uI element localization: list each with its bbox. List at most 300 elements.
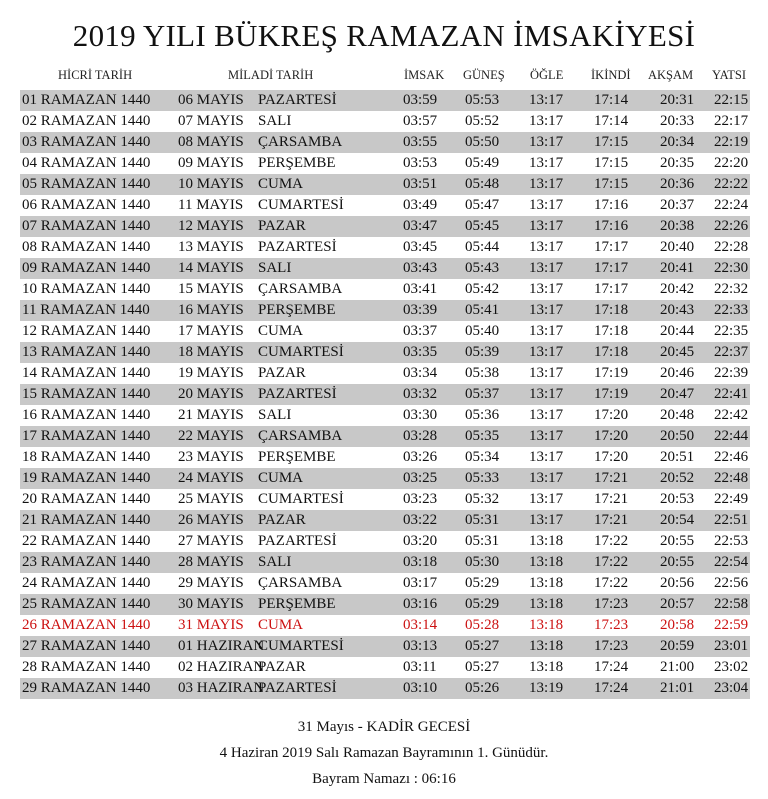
imsak-time-cell: 03:43: [403, 260, 438, 276]
hicri-date-cell: 16 RAMAZAN 1440: [22, 407, 151, 423]
ikindi-time-cell: 17:18: [594, 344, 629, 360]
ogle-time-cell: 13:17: [529, 92, 564, 108]
hicri-date-cell: 19 RAMAZAN 1440: [22, 470, 151, 486]
gregorian-date-cell: 18 MAYIS: [178, 344, 244, 360]
imsak-time-cell: 03:16: [403, 596, 438, 612]
gunes-time-cell: 05:37: [465, 386, 500, 402]
hicri-date-cell: 29 RAMAZAN 1440: [22, 680, 151, 696]
ikindi-time-cell: 17:24: [594, 680, 629, 696]
yatsi-time-cell: 22:35: [714, 323, 749, 339]
weekday-cell: PAZAR: [258, 365, 306, 381]
table-row: [20, 594, 750, 615]
imsak-time-cell: 03:32: [403, 386, 438, 402]
ogle-time-cell: 13:18: [529, 638, 564, 654]
imsak-time-cell: 03:18: [403, 554, 438, 570]
header-yatsi: YATSI: [712, 68, 747, 82]
yatsi-time-cell: 22:49: [714, 491, 749, 507]
hicri-date-cell: 26 RAMAZAN 1440: [22, 617, 151, 633]
hicri-date-cell: 20 RAMAZAN 1440: [22, 491, 151, 507]
yatsi-time-cell: 23:04: [714, 680, 749, 696]
table-row: [20, 489, 750, 510]
yatsi-time-cell: 22:22: [714, 176, 749, 192]
table-row: [20, 342, 750, 363]
ikindi-time-cell: 17:17: [594, 281, 629, 297]
hicri-date-cell: 14 RAMAZAN 1440: [22, 365, 151, 381]
gunes-time-cell: 05:39: [465, 344, 500, 360]
gregorian-date-cell: 30 MAYIS: [178, 596, 244, 612]
imsak-time-cell: 03:41: [403, 281, 438, 297]
gregorian-date-cell: 06 MAYIS: [178, 92, 244, 108]
ikindi-time-cell: 17:15: [594, 176, 629, 192]
table-row: [20, 657, 750, 678]
hicri-date-cell: 25 RAMAZAN 1440: [22, 596, 151, 612]
ikindi-time-cell: 17:15: [594, 134, 629, 150]
imsak-time-cell: 03:30: [403, 407, 438, 423]
yatsi-time-cell: 22:20: [714, 155, 749, 171]
ogle-time-cell: 13:17: [529, 134, 564, 150]
aksam-time-cell: 20:56: [660, 575, 695, 591]
hicri-date-cell: 12 RAMAZAN 1440: [22, 323, 151, 339]
gregorian-date-cell: 31 MAYIS: [178, 617, 244, 633]
imsak-time-cell: 03:59: [403, 92, 438, 108]
weekday-cell: ÇARSAMBA: [258, 134, 343, 150]
imsak-time-cell: 03:28: [403, 428, 438, 444]
imsak-time-cell: 03:11: [403, 659, 437, 675]
ikindi-time-cell: 17:23: [594, 617, 629, 633]
yatsi-time-cell: 22:46: [714, 449, 749, 465]
imsak-time-cell: 03:57: [403, 113, 438, 129]
gunes-time-cell: 05:40: [465, 323, 500, 339]
yatsi-time-cell: 22:54: [714, 554, 749, 570]
gunes-time-cell: 05:27: [465, 638, 500, 654]
gunes-time-cell: 05:53: [465, 92, 500, 108]
gunes-time-cell: 05:32: [465, 491, 500, 507]
imsak-time-cell: 03:20: [403, 533, 438, 549]
ogle-time-cell: 13:17: [529, 260, 564, 276]
gregorian-date-cell: 19 MAYIS: [178, 365, 244, 381]
table-row: [20, 174, 750, 195]
yatsi-time-cell: 22:15: [714, 92, 749, 108]
hicri-date-cell: 27 RAMAZAN 1440: [22, 638, 151, 654]
gunes-time-cell: 05:31: [465, 512, 500, 528]
ikindi-time-cell: 17:19: [594, 365, 629, 381]
ogle-time-cell: 13:18: [529, 554, 564, 570]
imsak-time-cell: 03:26: [403, 449, 438, 465]
ogle-time-cell: 13:18: [529, 596, 564, 612]
ogle-time-cell: 13:17: [529, 218, 564, 234]
ogle-time-cell: 13:17: [529, 512, 564, 528]
gunes-time-cell: 05:44: [465, 239, 500, 255]
yatsi-time-cell: 22:53: [714, 533, 749, 549]
weekday-cell: SALI: [258, 407, 292, 423]
ogle-time-cell: 13:17: [529, 365, 564, 381]
weekday-cell: PAZAR: [258, 659, 306, 675]
ikindi-time-cell: 17:20: [594, 449, 629, 465]
ikindi-time-cell: 17:21: [594, 470, 629, 486]
gregorian-date-cell: 11 MAYIS: [178, 197, 244, 213]
ogle-time-cell: 13:17: [529, 344, 564, 360]
gregorian-date-cell: 23 MAYIS: [178, 449, 244, 465]
weekday-cell: PAZARTESİ: [258, 239, 337, 255]
gunes-time-cell: 05:34: [465, 449, 500, 465]
weekday-cell: CUMA: [258, 617, 304, 633]
gunes-time-cell: 05:47: [465, 197, 500, 213]
header-ikindi: İKİNDİ: [591, 68, 631, 82]
gunes-time-cell: 05:52: [465, 113, 500, 129]
weekday-cell: PAZARTESİ: [258, 92, 337, 108]
gunes-time-cell: 05:26: [465, 680, 500, 696]
gregorian-date-cell: 28 MAYIS: [178, 554, 244, 570]
ogle-time-cell: 13:17: [529, 155, 564, 171]
table-row: [20, 405, 750, 426]
weekday-cell: CUMA: [258, 323, 304, 339]
yatsi-time-cell: 22:44: [714, 428, 749, 444]
ikindi-time-cell: 17:17: [594, 260, 629, 276]
aksam-time-cell: 20:42: [660, 281, 695, 297]
aksam-time-cell: 21:00: [660, 659, 695, 675]
ikindi-time-cell: 17:17: [594, 239, 629, 255]
ogle-time-cell: 13:17: [529, 323, 564, 339]
aksam-time-cell: 20:41: [660, 260, 695, 276]
gunes-time-cell: 05:31: [465, 533, 500, 549]
table-row: [20, 510, 750, 531]
header-imsak: İMSAK: [404, 68, 445, 82]
aksam-time-cell: 20:38: [660, 218, 695, 234]
aksam-time-cell: 20:59: [660, 638, 695, 654]
hicri-date-cell: 01 RAMAZAN 1440: [22, 92, 151, 108]
ikindi-time-cell: 17:14: [594, 113, 629, 129]
table-row: [20, 111, 750, 132]
header-aksam: AKŞAM: [648, 68, 694, 82]
table-row: [20, 468, 750, 489]
yatsi-time-cell: 22:24: [714, 197, 749, 213]
gunes-time-cell: 05:38: [465, 365, 500, 381]
gregorian-date-cell: 14 MAYIS: [178, 260, 244, 276]
ikindi-time-cell: 17:20: [594, 428, 629, 444]
hicri-date-cell: 13 RAMAZAN 1440: [22, 344, 151, 360]
footer-bayram-date: 4 Haziran 2019 Salı Ramazan Bayramının 1. Günüdür.: [219, 745, 549, 761]
hicri-date-cell: 10 RAMAZAN 1440: [22, 281, 151, 297]
ogle-time-cell: 13:18: [529, 533, 564, 549]
gregorian-date-cell: 01 HAZIRAN: [178, 638, 265, 654]
aksam-time-cell: 20:48: [660, 407, 695, 423]
aksam-time-cell: 20:46: [660, 365, 695, 381]
table-row: [20, 258, 750, 279]
footer-bayram-namazi: Bayram Namazı : 06:16: [312, 771, 456, 787]
gunes-time-cell: 05:41: [465, 302, 500, 318]
yatsi-time-cell: 22:42: [714, 407, 749, 423]
gregorian-date-cell: 17 MAYIS: [178, 323, 244, 339]
aksam-time-cell: 20:55: [660, 554, 695, 570]
aksam-time-cell: 20:45: [660, 344, 695, 360]
ogle-time-cell: 13:17: [529, 176, 564, 192]
weekday-cell: PAZAR: [258, 218, 306, 234]
imsak-time-cell: 03:37: [403, 323, 438, 339]
yatsi-time-cell: 22:51: [714, 512, 749, 528]
ogle-time-cell: 13:17: [529, 386, 564, 402]
imsak-time-cell: 03:10: [403, 680, 438, 696]
table-row: [20, 531, 750, 552]
weekday-cell: ÇARSAMBA: [258, 575, 343, 591]
gregorian-date-cell: 15 MAYIS: [178, 281, 244, 297]
weekday-cell: CUMA: [258, 470, 304, 486]
ogle-time-cell: 13:17: [529, 407, 564, 423]
weekday-cell: ÇARSAMBA: [258, 281, 343, 297]
aksam-time-cell: 20:58: [660, 617, 695, 633]
header-miladi: MİLADİ TARİH: [228, 68, 314, 82]
yatsi-time-cell: 23:02: [714, 659, 749, 675]
hicri-date-cell: 08 RAMAZAN 1440: [22, 239, 151, 255]
gunes-time-cell: 05:35: [465, 428, 500, 444]
weekday-cell: PERŞEMBE: [258, 596, 336, 612]
ogle-time-cell: 13:17: [529, 470, 564, 486]
hicri-date-cell: 07 RAMAZAN 1440: [22, 218, 151, 234]
hicri-date-cell: 03 RAMAZAN 1440: [22, 134, 151, 150]
hicri-date-cell: 15 RAMAZAN 1440: [22, 386, 151, 402]
imsak-time-cell: 03:53: [403, 155, 438, 171]
weekday-cell: SALI: [258, 113, 292, 129]
gunes-time-cell: 05:48: [465, 176, 500, 192]
gregorian-date-cell: 25 MAYIS: [178, 491, 244, 507]
footer-kadir-gecesi: 31 Mayıs - KADİR GECESİ: [297, 719, 471, 735]
header-gunes: GÜNEŞ: [463, 68, 505, 82]
weekday-cell: SALI: [258, 260, 292, 276]
aksam-time-cell: 20:54: [660, 512, 695, 528]
ogle-time-cell: 13:17: [529, 281, 564, 297]
gregorian-date-cell: 26 MAYIS: [178, 512, 244, 528]
yatsi-time-cell: 22:56: [714, 575, 749, 591]
aksam-time-cell: 20:31: [660, 92, 695, 108]
weekday-cell: CUMARTESİ: [258, 197, 344, 213]
table-row: [20, 615, 750, 636]
yatsi-time-cell: 22:26: [714, 218, 749, 234]
gunes-time-cell: 05:43: [465, 260, 500, 276]
gunes-time-cell: 05:28: [465, 617, 500, 633]
imsak-time-cell: 03:45: [403, 239, 438, 255]
table-row: [20, 279, 750, 300]
aksam-time-cell: 21:01: [660, 680, 695, 696]
yatsi-time-cell: 22:33: [714, 302, 749, 318]
ikindi-time-cell: 17:16: [594, 197, 629, 213]
imsak-time-cell: 03:14: [403, 617, 438, 633]
weekday-cell: PERŞEMBE: [258, 302, 336, 318]
aksam-time-cell: 20:40: [660, 239, 695, 255]
ogle-time-cell: 13:17: [529, 428, 564, 444]
imsak-time-cell: 03:39: [403, 302, 438, 318]
gregorian-date-cell: 07 MAYIS: [178, 113, 244, 129]
ikindi-time-cell: 17:23: [594, 596, 629, 612]
table-row: [20, 300, 750, 321]
table-row: [20, 573, 750, 594]
table-row: [20, 216, 750, 237]
aksam-time-cell: 20:33: [660, 113, 695, 129]
imsak-time-cell: 03:47: [403, 218, 438, 234]
table-row: [20, 237, 750, 258]
gunes-time-cell: 05:29: [465, 575, 500, 591]
gunes-time-cell: 05:42: [465, 281, 500, 297]
gregorian-date-cell: 12 MAYIS: [178, 218, 244, 234]
weekday-cell: CUMA: [258, 176, 304, 192]
ikindi-time-cell: 17:22: [594, 554, 629, 570]
yatsi-time-cell: 22:39: [714, 365, 749, 381]
hicri-date-cell: 24 RAMAZAN 1440: [22, 575, 151, 591]
aksam-time-cell: 20:34: [660, 134, 695, 150]
table-row: [20, 426, 750, 447]
imsak-time-cell: 03:49: [403, 197, 438, 213]
yatsi-time-cell: 23:01: [714, 638, 749, 654]
hicri-date-cell: 17 RAMAZAN 1440: [22, 428, 151, 444]
hicri-date-cell: 09 RAMAZAN 1440: [22, 260, 151, 276]
gunes-time-cell: 05:33: [465, 470, 500, 486]
aksam-time-cell: 20:55: [660, 533, 695, 549]
gregorian-date-cell: 24 MAYIS: [178, 470, 244, 486]
table-row: [20, 636, 750, 657]
yatsi-time-cell: 22:28: [714, 239, 749, 255]
ikindi-time-cell: 17:24: [594, 659, 629, 675]
hicri-date-cell: 21 RAMAZAN 1440: [22, 512, 151, 528]
weekday-cell: PAZARTESİ: [258, 533, 337, 549]
gregorian-date-cell: 16 MAYIS: [178, 302, 244, 318]
ogle-time-cell: 13:17: [529, 113, 564, 129]
aksam-time-cell: 20:47: [660, 386, 695, 402]
yatsi-time-cell: 22:48: [714, 470, 749, 486]
imsak-time-cell: 03:23: [403, 491, 438, 507]
aksam-time-cell: 20:36: [660, 176, 695, 192]
yatsi-time-cell: 22:58: [714, 596, 749, 612]
ogle-time-cell: 13:17: [529, 302, 564, 318]
aksam-time-cell: 20:35: [660, 155, 695, 171]
yatsi-time-cell: 22:19: [714, 134, 749, 150]
hicri-date-cell: 06 RAMAZAN 1440: [22, 197, 151, 213]
ikindi-time-cell: 17:18: [594, 302, 629, 318]
gunes-time-cell: 05:49: [465, 155, 500, 171]
ogle-time-cell: 13:17: [529, 239, 564, 255]
imsak-time-cell: 03:13: [403, 638, 438, 654]
imsak-time-cell: 03:55: [403, 134, 438, 150]
aksam-time-cell: 20:43: [660, 302, 695, 318]
aksam-time-cell: 20:51: [660, 449, 695, 465]
yatsi-time-cell: 22:30: [714, 260, 749, 276]
hicri-date-cell: 23 RAMAZAN 1440: [22, 554, 151, 570]
hicri-date-cell: 02 RAMAZAN 1440: [22, 113, 151, 129]
weekday-cell: PAZARTESİ: [258, 386, 337, 402]
gregorian-date-cell: 27 MAYIS: [178, 533, 244, 549]
weekday-cell: PERŞEMBE: [258, 155, 336, 171]
imsak-time-cell: 03:51: [403, 176, 438, 192]
ikindi-time-cell: 17:21: [594, 491, 629, 507]
header-ogle: ÖĞLE: [530, 68, 564, 82]
gregorian-date-cell: 13 MAYIS: [178, 239, 244, 255]
yatsi-time-cell: 22:32: [714, 281, 749, 297]
ogle-time-cell: 13:18: [529, 575, 564, 591]
yatsi-time-cell: 22:59: [714, 617, 749, 633]
table-row: [20, 153, 750, 174]
gregorian-date-cell: 09 MAYIS: [178, 155, 244, 171]
hicri-date-cell: 04 RAMAZAN 1440: [22, 155, 151, 171]
hicri-date-cell: 05 RAMAZAN 1440: [22, 176, 151, 192]
header-hicri: HİCRİ TARİH: [58, 68, 133, 82]
imsak-time-cell: 03:35: [403, 344, 438, 360]
weekday-cell: CUMARTESİ: [258, 344, 344, 360]
yatsi-time-cell: 22:17: [714, 113, 749, 129]
table-header: [0, 68, 768, 84]
hicri-date-cell: 18 RAMAZAN 1440: [22, 449, 151, 465]
gregorian-date-cell: 02 HAZIRAN: [178, 659, 265, 675]
ikindi-time-cell: 17:23: [594, 638, 629, 654]
prayer-times-table: [20, 90, 750, 699]
ikindi-time-cell: 17:15: [594, 155, 629, 171]
gregorian-date-cell: 20 MAYIS: [178, 386, 244, 402]
yatsi-time-cell: 22:37: [714, 344, 749, 360]
ikindi-time-cell: 17:18: [594, 323, 629, 339]
table-row: [20, 678, 750, 699]
imsak-time-cell: 03:34: [403, 365, 438, 381]
gregorian-date-cell: 29 MAYIS: [178, 575, 244, 591]
gregorian-date-cell: 08 MAYIS: [178, 134, 244, 150]
ikindi-time-cell: 17:19: [594, 386, 629, 402]
gregorian-date-cell: 10 MAYIS: [178, 176, 244, 192]
weekday-cell: SALI: [258, 554, 292, 570]
page-title: 2019 YILI BÜKREŞ RAMAZAN İMSAKİYESİ: [72, 18, 696, 53]
ikindi-time-cell: 17:21: [594, 512, 629, 528]
imsak-time-cell: 03:17: [403, 575, 438, 591]
ogle-time-cell: 13:17: [529, 197, 564, 213]
ikindi-time-cell: 17:14: [594, 92, 629, 108]
ogle-time-cell: 13:18: [529, 617, 564, 633]
yatsi-time-cell: 22:41: [714, 386, 749, 402]
gregorian-date-cell: 21 MAYIS: [178, 407, 244, 423]
table-row: [20, 195, 750, 216]
table-row: [20, 552, 750, 573]
ikindi-time-cell: 17:20: [594, 407, 629, 423]
weekday-cell: PERŞEMBE: [258, 449, 336, 465]
ikindi-time-cell: 17:22: [594, 575, 629, 591]
gregorian-date-cell: 22 MAYIS: [178, 428, 244, 444]
table-row: [20, 321, 750, 342]
gunes-time-cell: 05:45: [465, 218, 500, 234]
ogle-time-cell: 13:19: [529, 680, 564, 696]
hicri-date-cell: 11 RAMAZAN 1440: [22, 302, 150, 318]
weekday-cell: CUMARTESİ: [258, 638, 344, 654]
aksam-time-cell: 20:50: [660, 428, 695, 444]
ikindi-time-cell: 17:22: [594, 533, 629, 549]
table-row: [20, 90, 750, 111]
gunes-time-cell: 05:30: [465, 554, 500, 570]
aksam-time-cell: 20:53: [660, 491, 695, 507]
hicri-date-cell: 22 RAMAZAN 1440: [22, 533, 151, 549]
table-row: [20, 132, 750, 153]
ogle-time-cell: 13:18: [529, 659, 564, 675]
ogle-time-cell: 13:17: [529, 491, 564, 507]
aksam-time-cell: 20:37: [660, 197, 695, 213]
table-row: [20, 384, 750, 405]
imsak-time-cell: 03:22: [403, 512, 438, 528]
weekday-cell: PAZARTESİ: [258, 680, 337, 696]
hicri-date-cell: 28 RAMAZAN 1440: [22, 659, 151, 675]
aksam-time-cell: 20:52: [660, 470, 695, 486]
table-row: [20, 447, 750, 468]
weekday-cell: ÇARSAMBA: [258, 428, 343, 444]
gunes-time-cell: 05:50: [465, 134, 500, 150]
aksam-time-cell: 20:44: [660, 323, 695, 339]
gunes-time-cell: 05:36: [465, 407, 500, 423]
ogle-time-cell: 13:17: [529, 449, 564, 465]
table-row: [20, 363, 750, 384]
aksam-time-cell: 20:57: [660, 596, 695, 612]
gregorian-date-cell: 03 HAZIRAN: [178, 680, 265, 696]
imsak-time-cell: 03:25: [403, 470, 438, 486]
weekday-cell: CUMARTESİ: [258, 491, 344, 507]
